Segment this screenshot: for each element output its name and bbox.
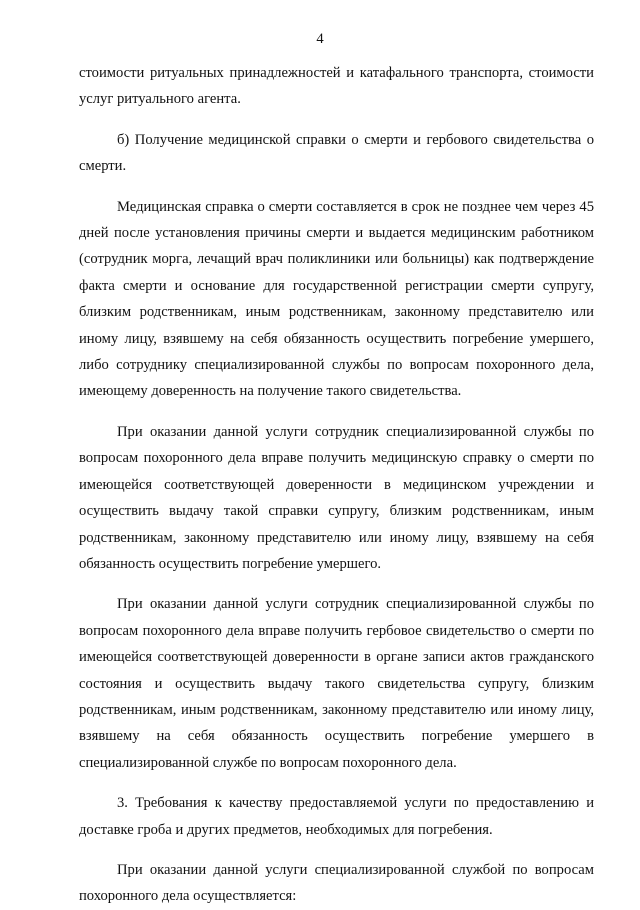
paragraph-death-certificate-service: При оказании данной услуги сотрудник специализированной службы по вопросам похоронного дела вправе получить гербовое свидетельство о смерти по имеющейся соответствующей доверенности в органе записи актов гражданского состояния и осуществить выдачу такого свидетельства супругу, близким родственникам, иным родственникам, законному представителю или иному лицу, взявшему на себя обязанность осуществить погребение умершего в специализированной службе по вопросам похоронного дела. — [79, 596, 594, 771]
paragraph-medical-certificate: Медицинская справка о смерти составляется в срок не позднее чем через 45 дней после установления причины смерти и выдается медицинским работником (сотрудник морга, лечащий врач поликлиники или больницы) как подтверждение факта смерти и основание для государственной регистрации смерти супругу, близким родственникам, иным родственникам, законному представителю или иному лицу, взявшему на себя обязанность осуществить погребение умершего, либо сотруднику специализированной службы по вопросам похоронного дела, имеющему доверенность на получение такого свидетельства. — [79, 198, 594, 400]
paragraph-section-3-heading: 3. Требования к качеству предоставляемой услуги по предоставлению и доставке гроба и других предметов, необходимых для погребения. — [79, 795, 594, 838]
paragraph-service-provision: При оказании данной услуги специализированной службой по вопросам похоронного дела осуществляется: — [79, 861, 594, 905]
page-number: 4 — [316, 31, 324, 47]
paragraph-continuation: стоимости ритуальных принадлежностей и катафального транспорта, стоимости услуг ритуального агента. — [79, 65, 594, 108]
document-body — [79, 60, 594, 910]
paragraph-medical-certificate-service: При оказании данной услуги сотрудник специализированной службы по вопросам похоронного дела вправе получить медицинскую справку о смерти по имеющейся соответствующей доверенности в медицинском учреждении и осуществить выдачу такой справки супругу, близким родственникам, иным родственникам, законному представителю или иному лицу, взявшему на себя обязанность осуществить погребение умершего. — [79, 423, 594, 572]
paragraph-section-b-heading: б) Получение медицинской справки о смерти и гербового свидетельства о смерти. — [79, 131, 594, 175]
